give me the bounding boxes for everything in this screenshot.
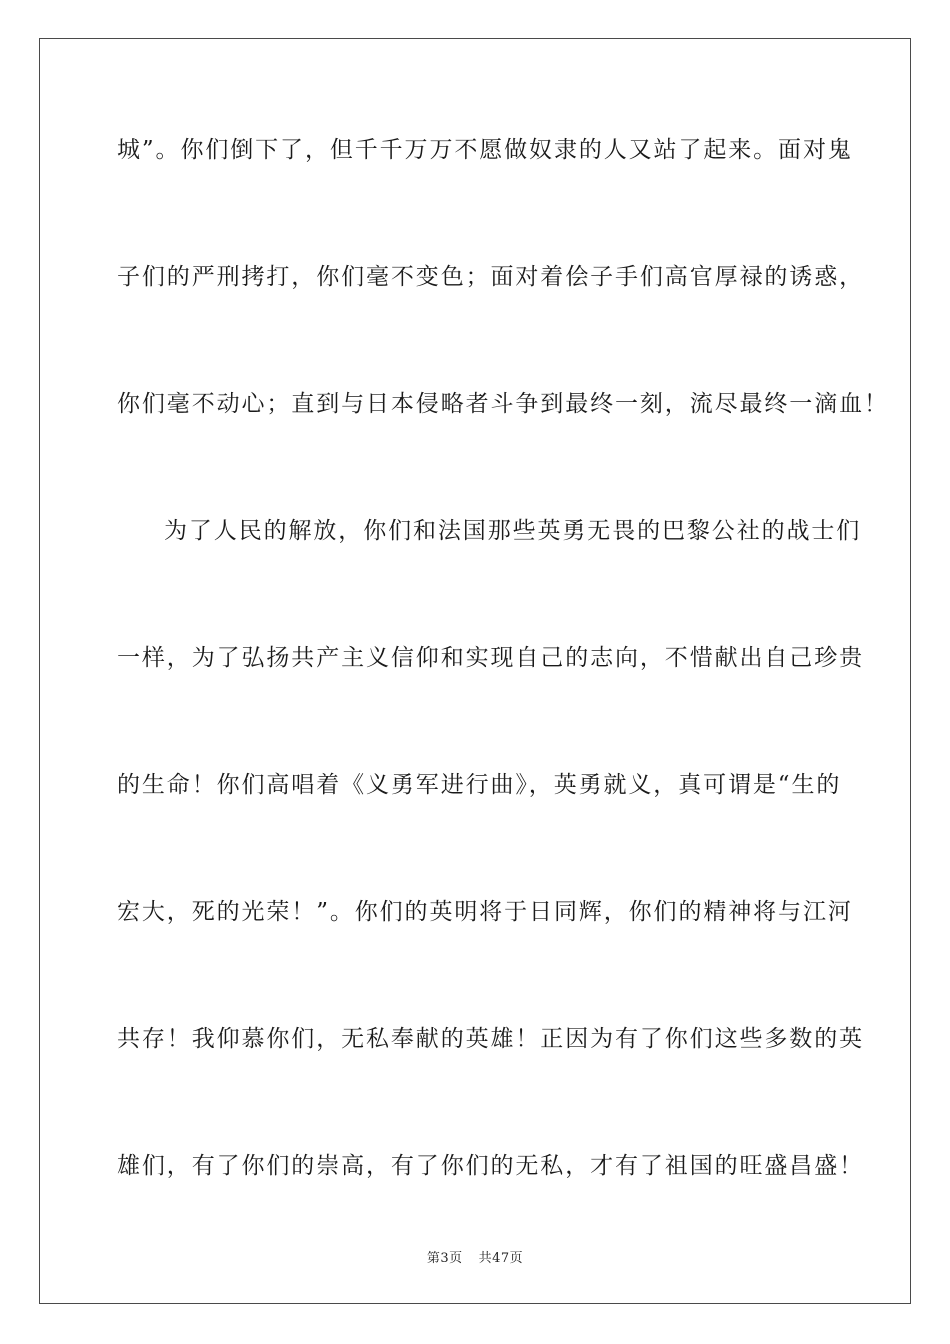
text-line-6	[117, 772, 842, 912]
text-line-7	[117, 899, 853, 1039]
document-body	[117, 137, 889, 1293]
text-line-9	[117, 1153, 864, 1293]
text-line-content: 子们的严刑拷打，你们毫不变色；面对着侩子手们高官厚禄的诱惑，	[117, 264, 864, 290]
text-line-content: 的生命！你们高唱着《义勇军进行曲》，英勇就义，真可谓是“生的	[117, 772, 842, 798]
page-number: 第3页	[426, 1251, 463, 1266]
text-line-content: 一样，为了弘扬共产主义信仰和实现自己的志向，不惜献出自己珍贵	[117, 645, 864, 671]
paragraph-start-line	[117, 518, 862, 658]
text-line-content: 宏大，死的光荣！”。你们的英明将于日同辉，你们的精神将与江河	[117, 899, 853, 925]
text-line-content: 你们毫不动心；直到与日本侵略者斗争到最终一刻，流尽最终一滴血！	[117, 391, 889, 417]
text-line-2	[117, 264, 864, 404]
text-line-content: 为了人民的解放，你们和法国那些英勇无畏的巴黎公社的战士们	[164, 518, 862, 544]
total-pages: 共47页	[478, 1251, 524, 1266]
text-line-1	[117, 137, 853, 277]
page-footer	[0, 1247, 950, 1266]
text-line-content: 雄们，有了你们的崇高，有了你们的无私，才有了祖国的旺盛昌盛！	[117, 1153, 864, 1179]
text-line-content: 共存！我仰慕你们，无私奉献的英雄！正因为有了你们这些多数的英	[117, 1026, 864, 1052]
text-line-content: 城”。你们倒下了，但千千万万不愿做奴隶的人又站了起来。面对鬼	[117, 137, 853, 163]
